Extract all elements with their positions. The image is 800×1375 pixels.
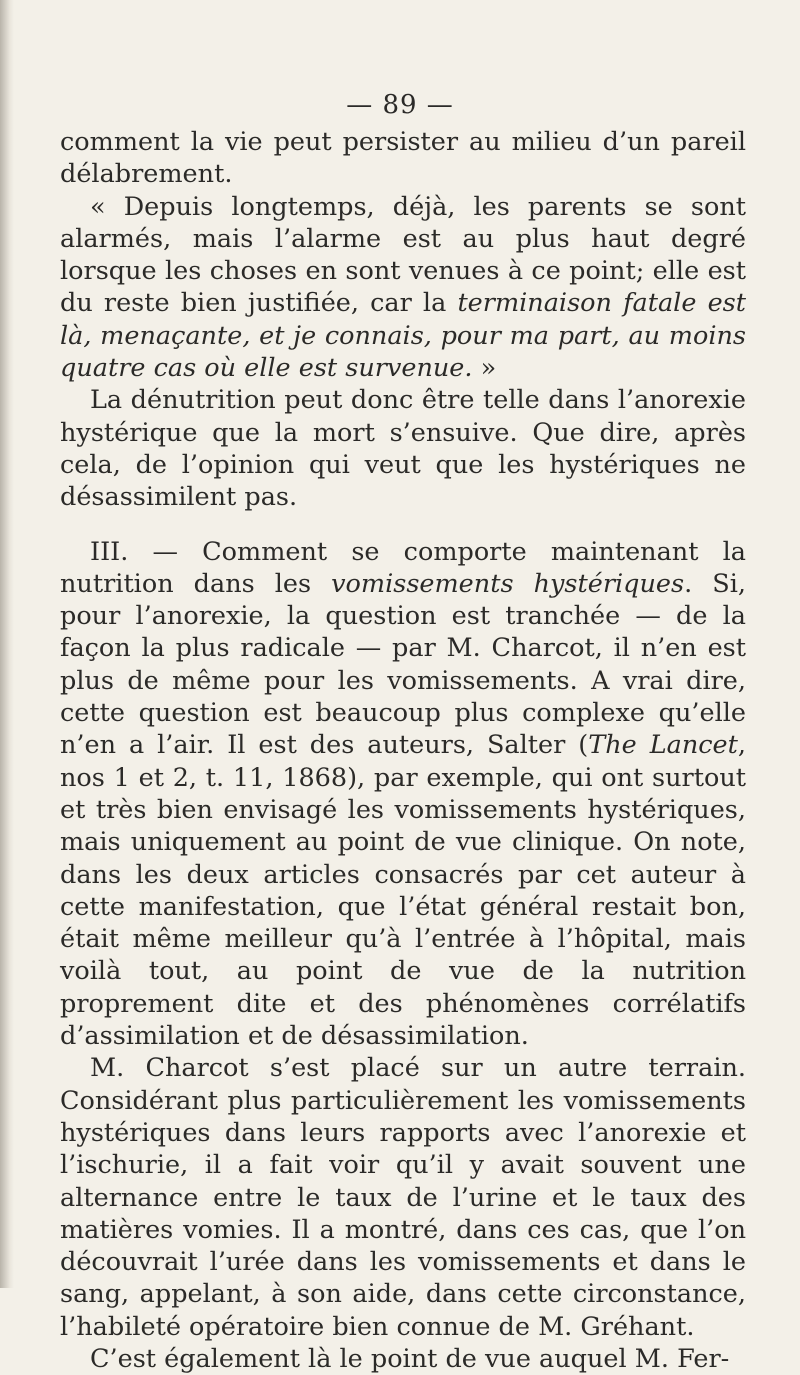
page-edge-shadow [0,0,14,1288]
paragraph-2-text-before: « Depuis longtemps, déjà, les parents se sont alarmés, mais l’alarme est au plus haut degré lorsque les choses en sont venues à ce point; elle est du reste bien justifiée, car la [60,191,746,319]
body-text [60,126,746,1375]
paragraph-5 [60,1052,746,1343]
paragraph-4-section-iii [60,536,746,1053]
paragraph-4-text-after-2: , nos 1 et 2, t. 11, 1868), par exemple, qui ont surtout et très bien envisagé les vomissements hystériques, mais uniquement au point de vue clinique. On note, dans les deux articles consacrés par cet auteur à cette manifestation, que l’état général restait bon, était même meilleur qu’à l’entrée à l’hôpital, mais voilà tout, au point de vue de la nutrition proprement dite et des phénomènes corrélatifs d’assimilation et de désassimilation. [60,730,746,1052]
paragraph-2-italic: terminaison fatale est là, menaçante, et je connais, pour ma part, au moins quatre cas où elle est survenue. [60,288,746,384]
paragraph-4-text-before: III. — Comment se comporte maintenant la nutrition dans les [60,536,746,599]
paragraph-4-text-after: . Si, pour l’anorexie, la question est tranchée — de la façon la plus radicale — par M. Charcot, il n’en est plus de même pour les vomissements. A vrai dire, cette question est beaucoup plus complexe qu’elle n’en a l’air. Il est des auteurs, Salter ( [60,568,746,761]
paragraph-6-text: C’est également là le point de vue auquel M. Fer- [90,1343,730,1374]
paragraph-6 [60,1343,746,1375]
paragraph-2-text-after: » [472,353,497,384]
paragraph-3-text: La dénutrition peut donc être telle dans l’anorexie hystérique que la mort s’ensuive. Que dire, après cela, de l’opinion qui veut que les hystériques ne désassimilent pas. [60,385,746,513]
paragraph-1-text: comment la vie peut persister au milieu d’un pareil délabrement. [60,127,746,190]
paragraph-1 [60,126,746,191]
paragraph-4-italic: vomissements hystériques [331,568,685,599]
paragraph-4-italic-journal: The Lancet [588,730,738,761]
page-number: — 89 — [346,90,454,120]
paragraph-2-quote [60,191,746,385]
paragraph-5-text: M. Charcot s’est placé sur un autre terrain. Considérant plus particulièrement les vomissements hystériques dans leurs rapports avec l’anorexie et l’ischurie, il a fait voir qu’il y avait souvent une alternance entre le taux de l’urine et le taux des matières vomies. Il a montré, dans ces cas, que l’on découvrait l’urée dans les vomissements et dans le sang, appelant, à son aide, dans cette circonstance, l’habileté opératoire bien connue de M. Gréhant. [60,1053,746,1342]
paragraph-3 [60,384,746,513]
